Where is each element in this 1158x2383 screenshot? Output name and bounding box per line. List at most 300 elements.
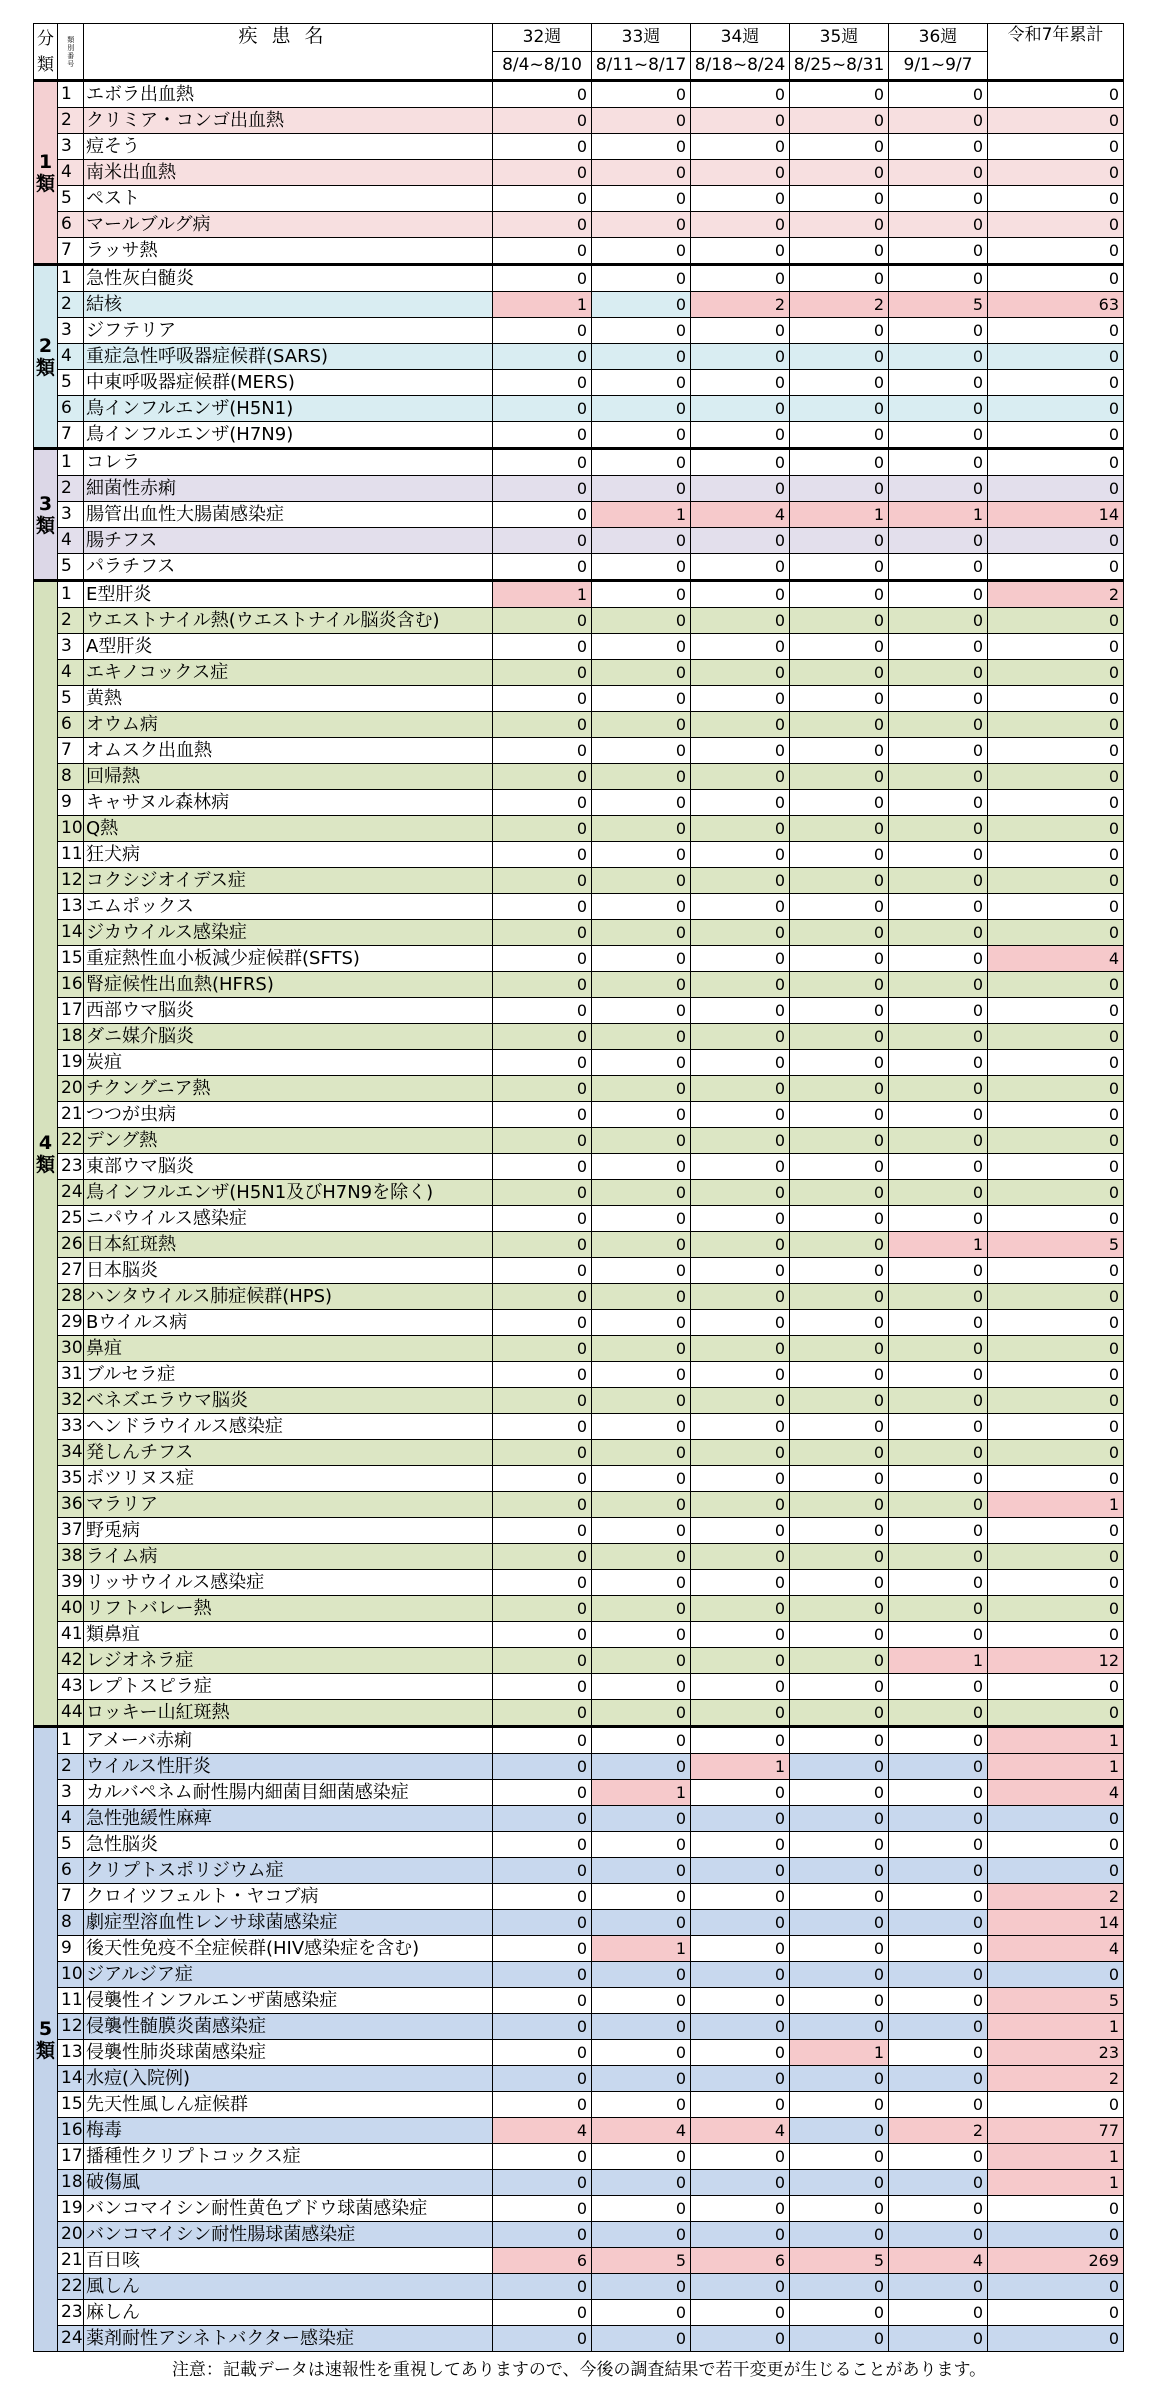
disease-name: クリミア・コンゴ出血熱 xyxy=(84,108,493,134)
week-5-count: 0 xyxy=(889,764,988,790)
row-number: 1 xyxy=(58,265,84,292)
table-row xyxy=(34,2326,1124,2352)
row-number: 29 xyxy=(58,1310,84,1336)
week-2-count: 0 xyxy=(592,396,691,422)
table-row xyxy=(34,2274,1124,2300)
cumulative-count: 0 xyxy=(988,1832,1124,1858)
row-number: 17 xyxy=(58,998,84,1024)
week-1-count: 0 xyxy=(493,1806,592,1832)
table-row xyxy=(34,1362,1124,1388)
week-2-count: 0 xyxy=(592,1570,691,1596)
disease-name: レプトスピラ症 xyxy=(84,1674,493,1700)
week-2-count: 0 xyxy=(592,868,691,894)
week-1-count: 0 xyxy=(493,160,592,186)
disease-report-table xyxy=(33,23,1124,2352)
week-4-count: 0 xyxy=(790,608,889,634)
week-3-count: 2 xyxy=(691,292,790,318)
disease-name: エムポックス xyxy=(84,894,493,920)
cumulative-count: 0 xyxy=(988,1284,1124,1310)
table-row xyxy=(34,2092,1124,2118)
week-5-count: 0 xyxy=(889,1180,988,1206)
week-2-count: 0 xyxy=(592,81,691,108)
week-5-count: 0 xyxy=(889,1154,988,1180)
week-2-count: 0 xyxy=(592,1832,691,1858)
week-4-count: 0 xyxy=(790,1622,889,1648)
week-4-count: 0 xyxy=(790,946,889,972)
table-row xyxy=(34,660,1124,686)
week-3-count: 0 xyxy=(691,1284,790,1310)
cumulative-count: 0 xyxy=(988,920,1124,946)
cumulative-count: 0 xyxy=(988,108,1124,134)
week-2-count: 0 xyxy=(592,1988,691,2014)
row-number: 24 xyxy=(58,2326,84,2352)
disease-name: 日本紅斑熱 xyxy=(84,1232,493,1258)
week-4-count: 0 xyxy=(790,2144,889,2170)
cumulative-count: 0 xyxy=(988,712,1124,738)
week-1-count: 0 xyxy=(493,2014,592,2040)
week-5-count: 0 xyxy=(889,2014,988,2040)
row-number: 15 xyxy=(58,2092,84,2118)
table-row xyxy=(34,1440,1124,1466)
table-row xyxy=(34,894,1124,920)
table-row xyxy=(34,1648,1124,1674)
week-4-count: 0 xyxy=(790,1962,889,1988)
week-4-count: 0 xyxy=(790,134,889,160)
cumulative-count: 14 xyxy=(988,502,1124,528)
week-5-count: 2 xyxy=(889,2118,988,2144)
disease-name: 東部ウマ脳炎 xyxy=(84,1154,493,1180)
week-2-count: 0 xyxy=(592,1884,691,1910)
week-4-count: 0 xyxy=(790,1700,889,1727)
week-5-count: 0 xyxy=(889,1858,988,1884)
table-row xyxy=(34,2300,1124,2326)
disease-name: 鳥インフルエンザ(H5N1) xyxy=(84,396,493,422)
week-1-count: 0 xyxy=(493,1570,592,1596)
week-2-count: 0 xyxy=(592,790,691,816)
week-2-count: 0 xyxy=(592,764,691,790)
week-5-count: 0 xyxy=(889,422,988,449)
cumulative-count: 0 xyxy=(988,265,1124,292)
week-1-count: 0 xyxy=(493,422,592,449)
week-1-count: 0 xyxy=(493,1936,592,1962)
table-row xyxy=(34,1832,1124,1858)
week-4-count: 0 xyxy=(790,2092,889,2118)
row-number: 2 xyxy=(58,608,84,634)
week-5-count: 0 xyxy=(889,81,988,108)
disease-name: パラチフス xyxy=(84,554,493,581)
week-5-count: 0 xyxy=(889,1700,988,1727)
table-row xyxy=(34,1310,1124,1336)
week-3-count: 0 xyxy=(691,816,790,842)
week-5-count: 0 xyxy=(889,1310,988,1336)
table-row xyxy=(34,1492,1124,1518)
row-number: 36 xyxy=(58,1492,84,1518)
week-3-count: 0 xyxy=(691,238,790,265)
week-3-count: 0 xyxy=(691,1700,790,1727)
week-1-count: 0 xyxy=(493,1024,592,1050)
week-5-count: 0 xyxy=(889,920,988,946)
week-3-count: 0 xyxy=(691,1336,790,1362)
week-2-count: 0 xyxy=(592,554,691,581)
disease-name: 播種性クリプトコックス症 xyxy=(84,2144,493,2170)
week-5-count: 0 xyxy=(889,1780,988,1806)
week-1-count: 0 xyxy=(493,1414,592,1440)
week-5-count: 0 xyxy=(889,344,988,370)
cumulative-count: 0 xyxy=(988,160,1124,186)
table-row xyxy=(34,946,1124,972)
table-row xyxy=(34,972,1124,998)
week-1-count: 0 xyxy=(493,608,592,634)
disease-name: ラッサ熱 xyxy=(84,238,493,265)
week-1-count: 0 xyxy=(493,764,592,790)
row-number: 7 xyxy=(58,1884,84,1910)
week-2-count: 0 xyxy=(592,1232,691,1258)
disease-name: マラリア xyxy=(84,1492,493,1518)
week-4-count: 0 xyxy=(790,1727,889,1754)
week-2-count: 0 xyxy=(592,1258,691,1284)
week-2-count: 0 xyxy=(592,1674,691,1700)
week-4-count: 0 xyxy=(790,1128,889,1154)
row-number: 12 xyxy=(58,868,84,894)
week-4-count: 0 xyxy=(790,1754,889,1780)
cumulative-count: 0 xyxy=(988,1570,1124,1596)
week-2-count: 0 xyxy=(592,212,691,238)
table-row xyxy=(34,554,1124,581)
disease-name: ロッキー山紅斑熱 xyxy=(84,1700,493,1727)
table-row xyxy=(34,370,1124,396)
week-4-count: 0 xyxy=(790,1544,889,1570)
week-2-count: 0 xyxy=(592,1128,691,1154)
row-number: 32 xyxy=(58,1388,84,1414)
disease-name: キャサヌル森林病 xyxy=(84,790,493,816)
week-3-count: 0 xyxy=(691,894,790,920)
week-4-count: 0 xyxy=(790,790,889,816)
week-3-count: 0 xyxy=(691,2222,790,2248)
cumulative-count: 0 xyxy=(988,738,1124,764)
week-1-count: 0 xyxy=(493,238,592,265)
row-number: 6 xyxy=(58,396,84,422)
week-3-count: 0 xyxy=(691,1050,790,1076)
week-5-count: 0 xyxy=(889,1832,988,1858)
week-3-count: 0 xyxy=(691,1832,790,1858)
row-number: 4 xyxy=(58,344,84,370)
category-label xyxy=(34,1727,58,2352)
week-1-count: 0 xyxy=(493,1440,592,1466)
week-3-count: 0 xyxy=(691,1858,790,1884)
week-2-count: 0 xyxy=(592,972,691,998)
cumulative-count: 5 xyxy=(988,1232,1124,1258)
header-category-label: 分類 xyxy=(37,28,54,75)
table-row xyxy=(34,1858,1124,1884)
week-3-count: 0 xyxy=(691,1102,790,1128)
week-4-count: 0 xyxy=(790,81,889,108)
week-1-count: 0 xyxy=(493,108,592,134)
table-row xyxy=(34,396,1124,422)
week-1-count: 0 xyxy=(493,842,592,868)
week-2-count: 0 xyxy=(592,1544,691,1570)
disease-name: マールブルグ病 xyxy=(84,212,493,238)
week-5-count: 1 xyxy=(889,502,988,528)
week-4-count: 0 xyxy=(790,422,889,449)
row-number: 9 xyxy=(58,790,84,816)
table-row xyxy=(34,1258,1124,1284)
row-number: 30 xyxy=(58,1336,84,1362)
week-3-count: 0 xyxy=(691,1128,790,1154)
cumulative-count: 0 xyxy=(988,1154,1124,1180)
week-2-count: 0 xyxy=(592,894,691,920)
row-number: 5 xyxy=(58,1832,84,1858)
week-1-count: 0 xyxy=(493,790,592,816)
row-number: 7 xyxy=(58,238,84,265)
week-1-count: 0 xyxy=(493,1284,592,1310)
table-row xyxy=(34,2066,1124,2092)
cumulative-count: 0 xyxy=(988,81,1124,108)
header-range-2: 8/11~8/17 xyxy=(592,52,691,81)
week-4-count: 0 xyxy=(790,1674,889,1700)
week-5-count: 0 xyxy=(889,2092,988,2118)
week-4-count: 1 xyxy=(790,2040,889,2066)
week-2-count: 0 xyxy=(592,370,691,396)
week-1-count: 0 xyxy=(493,1388,592,1414)
week-2-count: 0 xyxy=(592,1388,691,1414)
row-number: 27 xyxy=(58,1258,84,1284)
week-4-count: 0 xyxy=(790,212,889,238)
week-5-count: 0 xyxy=(889,1674,988,1700)
header-week-3: 34週 xyxy=(691,24,790,52)
row-number: 13 xyxy=(58,2040,84,2066)
disease-name: 狂犬病 xyxy=(84,842,493,868)
week-3-count: 0 xyxy=(691,2040,790,2066)
disease-name: つつが虫病 xyxy=(84,1102,493,1128)
week-1-count: 0 xyxy=(493,344,592,370)
week-3-count: 0 xyxy=(691,1024,790,1050)
table-row xyxy=(34,998,1124,1024)
week-2-count: 0 xyxy=(592,134,691,160)
week-3-count: 4 xyxy=(691,502,790,528)
week-4-count: 0 xyxy=(790,554,889,581)
row-number: 16 xyxy=(58,2118,84,2144)
table-row xyxy=(34,608,1124,634)
table-row xyxy=(34,2144,1124,2170)
disease-name: 急性弛緩性麻痺 xyxy=(84,1806,493,1832)
table-row xyxy=(34,920,1124,946)
week-1-count: 0 xyxy=(493,1622,592,1648)
cumulative-count: 0 xyxy=(988,1336,1124,1362)
cumulative-count: 0 xyxy=(988,1414,1124,1440)
week-5-count: 0 xyxy=(889,2170,988,2196)
week-1-count: 0 xyxy=(493,1988,592,2014)
cumulative-count: 0 xyxy=(988,1806,1124,1832)
row-number: 42 xyxy=(58,1648,84,1674)
week-3-count: 0 xyxy=(691,1727,790,1754)
disease-name: 結核 xyxy=(84,292,493,318)
week-3-count: 0 xyxy=(691,1076,790,1102)
table-row xyxy=(34,2170,1124,2196)
week-4-count: 0 xyxy=(790,1648,889,1674)
week-5-count: 0 xyxy=(889,212,988,238)
table-row xyxy=(34,502,1124,528)
week-2-count: 0 xyxy=(592,2300,691,2326)
row-number: 10 xyxy=(58,1962,84,1988)
week-1-count: 0 xyxy=(493,2170,592,2196)
cumulative-count: 0 xyxy=(988,634,1124,660)
week-3-count: 0 xyxy=(691,2300,790,2326)
cumulative-count: 0 xyxy=(988,528,1124,554)
week-5-count: 0 xyxy=(889,1206,988,1232)
table-row xyxy=(34,476,1124,502)
week-5-count: 0 xyxy=(889,1910,988,1936)
week-4-count: 0 xyxy=(790,1258,889,1284)
cumulative-count: 0 xyxy=(988,868,1124,894)
week-4-count: 0 xyxy=(790,1362,889,1388)
cumulative-count: 0 xyxy=(988,998,1124,1024)
cumulative-count: 0 xyxy=(988,790,1124,816)
row-number: 22 xyxy=(58,2274,84,2300)
row-number: 3 xyxy=(58,318,84,344)
week-2-count: 0 xyxy=(592,1284,691,1310)
header-range-3: 8/18~8/24 xyxy=(691,52,790,81)
cumulative-count: 4 xyxy=(988,946,1124,972)
cumulative-count: 0 xyxy=(988,1544,1124,1570)
table-row xyxy=(34,1884,1124,1910)
header-range-4: 8/25~8/31 xyxy=(790,52,889,81)
week-2-count: 0 xyxy=(592,422,691,449)
week-2-count: 1 xyxy=(592,1936,691,1962)
week-1-count: 0 xyxy=(493,396,592,422)
week-3-count: 0 xyxy=(691,2144,790,2170)
week-1-count: 0 xyxy=(493,712,592,738)
row-number: 1 xyxy=(58,449,84,476)
category-label xyxy=(34,265,58,449)
week-1-count: 0 xyxy=(493,1700,592,1727)
week-1-count: 0 xyxy=(493,1544,592,1570)
row-number: 10 xyxy=(58,816,84,842)
disease-name: チクングニア熱 xyxy=(84,1076,493,1102)
week-2-count: 0 xyxy=(592,1050,691,1076)
cumulative-count: 0 xyxy=(988,1858,1124,1884)
disease-name: 中東呼吸器症候群(MERS) xyxy=(84,370,493,396)
week-3-count: 0 xyxy=(691,660,790,686)
disease-name: ヘンドラウイルス感染症 xyxy=(84,1414,493,1440)
week-4-count: 0 xyxy=(790,2066,889,2092)
row-number: 4 xyxy=(58,160,84,186)
week-3-count: 0 xyxy=(691,1596,790,1622)
table-row xyxy=(34,790,1124,816)
cumulative-count: 0 xyxy=(988,1674,1124,1700)
week-1-count: 0 xyxy=(493,1596,592,1622)
cumulative-count: 0 xyxy=(988,842,1124,868)
table-row xyxy=(34,1936,1124,1962)
row-number: 19 xyxy=(58,2196,84,2222)
week-1-count: 0 xyxy=(493,1310,592,1336)
disease-name: ジカウイルス感染症 xyxy=(84,920,493,946)
disease-name: 侵襲性肺炎球菌感染症 xyxy=(84,2040,493,2066)
week-5-count: 4 xyxy=(889,2248,988,2274)
week-2-count: 0 xyxy=(592,634,691,660)
week-5-count: 0 xyxy=(889,528,988,554)
week-5-count: 0 xyxy=(889,1622,988,1648)
table-row xyxy=(34,764,1124,790)
week-1-count: 0 xyxy=(493,81,592,108)
table-row xyxy=(34,1806,1124,1832)
week-3-count: 0 xyxy=(691,790,790,816)
week-5-count: 0 xyxy=(889,738,988,764)
week-3-count: 0 xyxy=(691,581,790,608)
disease-name: ウエストナイル熱(ウエストナイル脳炎含む) xyxy=(84,608,493,634)
week-4-count: 0 xyxy=(790,1858,889,1884)
week-3-count: 0 xyxy=(691,1910,790,1936)
week-1-count: 0 xyxy=(493,2300,592,2326)
week-1-count: 0 xyxy=(493,449,592,476)
week-2-count: 0 xyxy=(592,816,691,842)
cumulative-count: 0 xyxy=(988,972,1124,998)
table-row xyxy=(34,422,1124,449)
week-3-count: 0 xyxy=(691,998,790,1024)
week-5-count: 0 xyxy=(889,396,988,422)
week-1-count: 0 xyxy=(493,1780,592,1806)
disease-name: ボツリヌス症 xyxy=(84,1466,493,1492)
row-number: 9 xyxy=(58,1936,84,1962)
week-2-count: 0 xyxy=(592,265,691,292)
week-5-count: 0 xyxy=(889,1128,988,1154)
week-3-count: 6 xyxy=(691,2248,790,2274)
week-4-count: 0 xyxy=(790,1388,889,1414)
cumulative-count: 0 xyxy=(988,686,1124,712)
table-row xyxy=(34,108,1124,134)
week-4-count: 0 xyxy=(790,1806,889,1832)
row-number: 38 xyxy=(58,1544,84,1570)
week-2-count: 0 xyxy=(592,1518,691,1544)
table-row xyxy=(34,186,1124,212)
week-3-count: 0 xyxy=(691,634,790,660)
week-2-count: 5 xyxy=(592,2248,691,2274)
table-row xyxy=(34,1518,1124,1544)
week-4-count: 0 xyxy=(790,972,889,998)
cumulative-count: 4 xyxy=(988,1780,1124,1806)
row-number: 28 xyxy=(58,1284,84,1310)
week-4-count: 0 xyxy=(790,581,889,608)
week-4-count: 0 xyxy=(790,1310,889,1336)
week-3-count: 0 xyxy=(691,1936,790,1962)
week-5-count: 0 xyxy=(889,554,988,581)
week-1-count: 0 xyxy=(493,894,592,920)
row-number: 33 xyxy=(58,1414,84,1440)
cumulative-count: 0 xyxy=(988,212,1124,238)
week-2-count: 0 xyxy=(592,2274,691,2300)
week-2-count: 0 xyxy=(592,712,691,738)
cumulative-count: 0 xyxy=(988,370,1124,396)
disease-name: デング熱 xyxy=(84,1128,493,1154)
week-4-count: 0 xyxy=(790,160,889,186)
cumulative-count: 0 xyxy=(988,1310,1124,1336)
week-3-count: 0 xyxy=(691,1780,790,1806)
disease-name: 野兎病 xyxy=(84,1518,493,1544)
row-number: 18 xyxy=(58,2170,84,2196)
week-3-count: 0 xyxy=(691,1806,790,1832)
row-number: 5 xyxy=(58,686,84,712)
week-3-count: 0 xyxy=(691,868,790,894)
week-2-count: 0 xyxy=(592,1466,691,1492)
row-number: 41 xyxy=(58,1622,84,1648)
disease-name: 急性脳炎 xyxy=(84,1832,493,1858)
row-number: 3 xyxy=(58,502,84,528)
cumulative-count: 0 xyxy=(988,554,1124,581)
week-1-count: 1 xyxy=(493,292,592,318)
row-number: 5 xyxy=(58,554,84,581)
week-1-count: 0 xyxy=(493,1180,592,1206)
week-3-count: 0 xyxy=(691,686,790,712)
cumulative-count: 0 xyxy=(988,2274,1124,2300)
